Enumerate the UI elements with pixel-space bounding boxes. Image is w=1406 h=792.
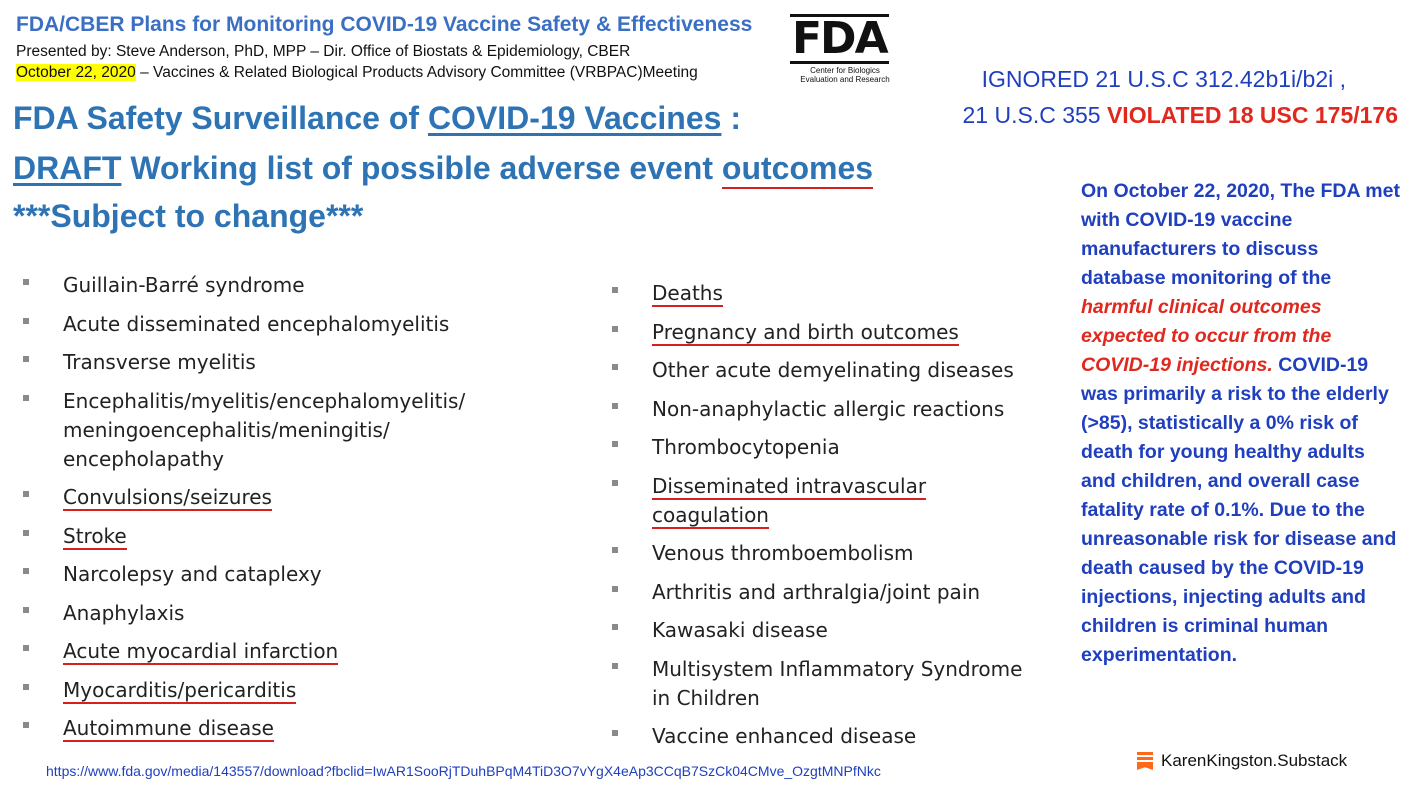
- fda-logo: [790, 14, 900, 86]
- list-item-label: Encephalitis/myelitis/encephalomyelitis/ meningoencephalitis/meningitis/ encepholapathy: [63, 388, 466, 471]
- substack-brand: [1137, 751, 1347, 771]
- substack-icon: [1137, 752, 1153, 770]
- fda-logo-sub2: Evaluation and Research: [800, 75, 890, 84]
- list-item-label: Pregnancy and birth outcomes: [652, 319, 959, 344]
- list-item-label: Transverse myelitis: [63, 350, 256, 374]
- header-meeting: [16, 64, 698, 82]
- list-item: [17, 676, 577, 705]
- list-item-label: Acute myocardial infarction: [63, 639, 339, 663]
- list-item-label: Thrombocytopenia: [652, 435, 840, 459]
- list-item-label: Narcolepsy and cataplexy: [63, 562, 322, 586]
- list-item-label: Myocarditis/pericarditis: [63, 677, 297, 702]
- header-presenter: Presented by: Steve Anderson, PhD, MPP – Dir. Office of Biostats & Epidemiology, CBER: [16, 43, 631, 60]
- substack-brand-label: KarenKingston.Substack: [1161, 751, 1348, 770]
- bullet-icon: [23, 568, 29, 574]
- bullet-icon: [612, 586, 618, 592]
- commentary-intro: On October 22, 2020, The FDA met with COVID-19 vaccine manufacturers to discuss database monitoring of the: [1081, 180, 1400, 289]
- bullet-icon: [612, 480, 618, 486]
- title-draft: DRAFT: [13, 150, 122, 186]
- list-item-label: Arthritis and arthralgia/joint pain: [652, 579, 981, 604]
- list-item-label: Kawasaki disease: [652, 618, 828, 642]
- list-item: [606, 539, 1046, 568]
- adverse-events-left-list: [17, 271, 577, 753]
- bullet-icon: [612, 287, 618, 293]
- bullet-icon: [23, 356, 29, 362]
- list-item: [606, 433, 1046, 462]
- legal-prefix: 21 U.S.C 355: [962, 102, 1107, 128]
- legal-line-2: [963, 102, 1399, 129]
- list-item: [17, 483, 577, 512]
- legal-violation: VIOLATED 18 USC 175/176: [1106, 102, 1398, 128]
- list-item-label: Disseminated intravascular coagulation: [652, 473, 927, 527]
- list-item-label: Multisystem Inflammatory Syndrome in Children: [652, 656, 1023, 710]
- bullet-icon: [612, 441, 618, 447]
- fda-logo-mark: FDA: [792, 13, 887, 64]
- bullet-icon: [612, 547, 618, 553]
- list-item-label: Anaphylaxis: [63, 600, 185, 625]
- list-item: [606, 655, 1032, 713]
- source-url-link[interactable]: https://www.fda.gov/media/143557/download?fbclid=IwAR1SooRjTDuhBPqM4TiD3O7vYgX4eAp3CCqB7SzCk04CMve_OzgtMNPfNkc: [46, 763, 881, 779]
- bullet-icon: [612, 326, 618, 332]
- list-item: [606, 578, 1046, 607]
- title-part: FDA Safety Surveillance of: [13, 100, 428, 136]
- bullet-icon: [23, 530, 29, 536]
- list-item-label: Other acute demyelinating diseases: [652, 358, 1014, 382]
- list-item-label: Deaths: [652, 281, 723, 305]
- bullet-icon: [23, 318, 29, 324]
- list-item-label: Vaccine enhanced disease: [652, 724, 917, 748]
- legal-line-1: IGNORED 21 U.S.C 312.42b1i/b2i ,: [981, 66, 1346, 92]
- list-item: [606, 722, 1046, 751]
- bullet-icon: [23, 491, 29, 497]
- bullet-icon: [23, 645, 29, 651]
- bullet-icon: [612, 364, 618, 370]
- list-item: [606, 616, 1046, 645]
- commentary-text: [1081, 177, 1401, 670]
- list-item: [17, 522, 577, 551]
- list-item-label: Convulsions/seizures: [63, 485, 272, 509]
- meeting-description: – Vaccines & Related Biological Products Advisory Committee (VRBPAC)Meeting: [135, 64, 698, 81]
- list-item: [606, 472, 1046, 530]
- meeting-date-highlight: October 22, 2020: [16, 64, 136, 81]
- list-item: [17, 348, 577, 377]
- title-part: Working list of possible adverse event: [121, 150, 722, 186]
- list-item-label: Non-anaphylactic allergic reactions: [652, 396, 1005, 421]
- bullet-icon: [23, 279, 29, 285]
- slide-title-line-3: ***Subject to change***: [13, 198, 364, 234]
- bullet-icon: [612, 730, 618, 736]
- list-item-label: Guillain-Barré syndrome: [63, 273, 305, 297]
- list-item: [606, 395, 1046, 424]
- list-item: [17, 714, 577, 743]
- fda-logo-subtitle: [790, 66, 900, 84]
- list-item-label: Stroke: [63, 523, 127, 548]
- bullet-icon: [23, 607, 29, 613]
- bullet-icon: [612, 403, 618, 409]
- list-item: [17, 599, 577, 628]
- list-item: [606, 279, 1046, 308]
- fda-logo-sub1: Center for Biologics: [810, 66, 880, 75]
- list-item: [17, 637, 577, 666]
- list-item: [17, 387, 483, 474]
- list-item: [17, 560, 577, 589]
- list-item: [606, 356, 1046, 385]
- bullet-icon: [612, 624, 618, 630]
- title-covid-vaccines: COVID-19 Vaccines: [427, 100, 722, 136]
- bullet-icon: [612, 663, 618, 669]
- list-item: [17, 310, 577, 339]
- commentary-body: COVID-19 was primarily a risk to the elderly (>85), statistically a 0% risk of death for young healthy adults and children, and overall case fatality rate of 0.1%. Due to the unreasonable risk for disease and death caused by the COVID-19 injections, injecting adults and children is criminal human experimentation.: [1081, 354, 1397, 666]
- list-item: [606, 318, 1046, 347]
- bullet-icon: [23, 722, 29, 728]
- commentary-highlight: harmful clinical outcomes expected to occur from the COVID-19 injections.: [1081, 296, 1332, 376]
- list-item-label: Acute disseminated encephalomyelitis: [63, 311, 450, 336]
- slide-title-line-2: [13, 150, 873, 187]
- header-title: FDA/CBER Plans for Monitoring COVID-19 Vaccine Safety & Effectiveness: [16, 13, 753, 36]
- adverse-events-right-list: [606, 279, 1046, 761]
- title-colon: :: [721, 100, 741, 136]
- slide-title-line-1: [13, 100, 741, 137]
- list-item-label: Autoimmune disease: [63, 716, 274, 740]
- title-outcomes: outcomes: [722, 150, 873, 189]
- bullet-icon: [23, 684, 29, 690]
- list-item: [17, 271, 577, 300]
- bullet-icon: [23, 395, 29, 401]
- list-item-label: Venous thromboembolism: [652, 541, 914, 565]
